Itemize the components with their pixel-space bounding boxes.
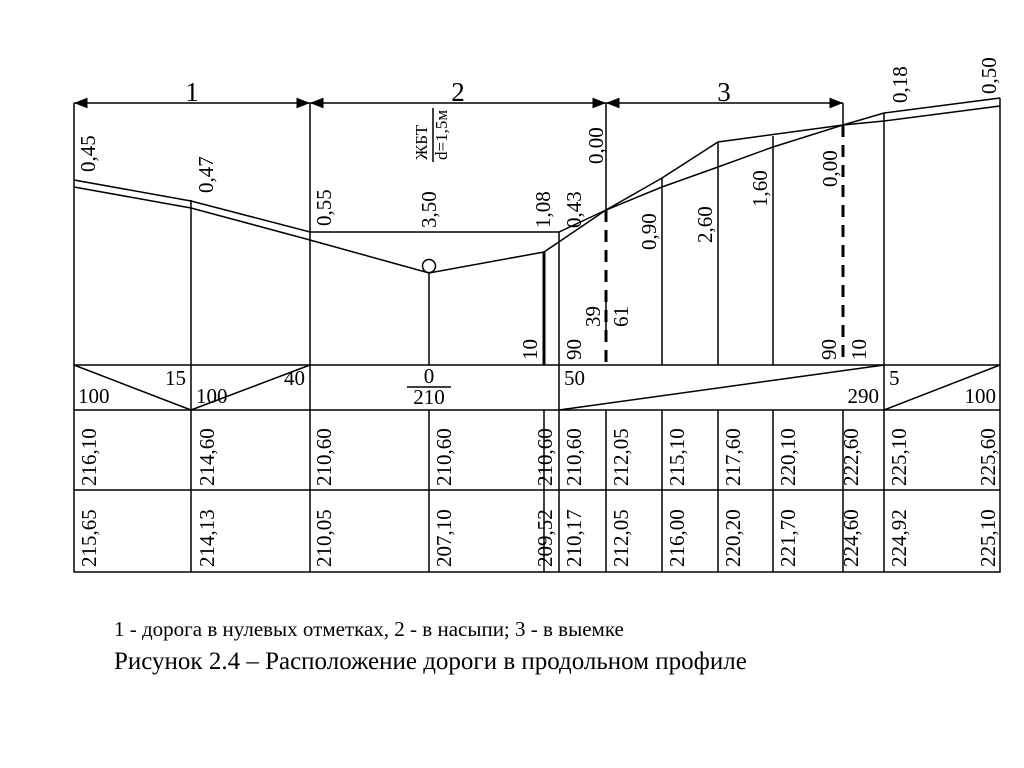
design-elevation: 220,10	[776, 428, 800, 486]
section-dimension-lines	[74, 103, 843, 365]
design-elevation: 215,10	[665, 428, 689, 486]
culvert-diameter: d=1,5м	[432, 109, 451, 160]
depth-label: 0,50	[977, 57, 1001, 94]
ground-elevation: 224,92	[887, 509, 911, 567]
slope-value: 50	[564, 366, 585, 390]
depth-label: 0,45	[76, 135, 100, 172]
depth-label: 1,08	[531, 191, 555, 228]
slope-length: 290	[847, 384, 879, 408]
ground-elevation: 207,10	[432, 509, 456, 567]
depth-label: 0,47	[194, 156, 218, 193]
figure-title: Рисунок 2.4 – Расположение дороги в продольном профиле	[114, 648, 747, 675]
design-elevation: 216,10	[77, 428, 101, 486]
depth-label: 0,90	[637, 213, 661, 250]
slope-length: 100	[78, 384, 110, 408]
slope-length: 100	[964, 384, 996, 408]
culvert-dimension: 3,50	[417, 191, 441, 228]
section-label-3: 3	[717, 77, 731, 107]
design-elevation: 225,10	[887, 428, 911, 486]
slope-value: 15	[165, 366, 186, 390]
distance-label: 90	[817, 339, 841, 360]
ground-elevation: 220,20	[721, 509, 745, 567]
culvert-marker	[423, 260, 436, 273]
depth-label: 0,18	[888, 66, 912, 103]
ground-elevation: 209,52	[533, 509, 557, 567]
distance-label: 39	[581, 306, 605, 327]
slope-value: 40	[284, 366, 305, 390]
depth-label: 2,60	[693, 206, 717, 243]
design-elevation: 217,60	[721, 428, 745, 486]
culvert-spec-fraction	[412, 108, 451, 162]
slope-fraction	[407, 364, 451, 409]
distance-label: 90	[562, 339, 586, 360]
section-label-2: 2	[451, 77, 465, 107]
ground-elevation: 221,70	[776, 509, 800, 567]
design-elevation: 210,60	[562, 428, 586, 486]
ground-elevation: 210,17	[562, 509, 586, 567]
section-label-1: 1	[185, 77, 199, 107]
design-elevation: 212,05	[609, 428, 633, 486]
ground-elevation: 214,13	[195, 509, 219, 567]
ground-elevation: 224,60	[839, 509, 863, 567]
design-elevation: 210,60	[312, 428, 336, 486]
design-elevation: 210,60	[432, 428, 456, 486]
depth-label: 0,00	[584, 127, 608, 164]
depth-label: 0,55	[312, 189, 336, 226]
slope-length: 100	[196, 384, 228, 408]
ground-elevation: 210,05	[312, 509, 336, 567]
slope-value: 0	[423, 364, 435, 388]
design-elevation: 214,60	[195, 428, 219, 486]
ground-elevation: 216,00	[665, 509, 689, 567]
design-elevations-row	[77, 428, 1000, 486]
design-elevation: 225,60	[976, 428, 1000, 486]
ground-elevation: 225,10	[976, 509, 1000, 567]
distance-label: 61	[609, 306, 633, 327]
ground-elevation: 212,05	[609, 509, 633, 567]
design-elevation: 222,60	[839, 428, 863, 486]
slope-value: 5	[889, 366, 900, 390]
depth-label: 0,00	[818, 150, 842, 187]
distance-label: 10	[847, 339, 871, 360]
slope-length: 210	[413, 385, 445, 409]
depth-label: 1,60	[748, 170, 772, 207]
design-elevation: 210,60	[533, 428, 557, 486]
ground-elevations-row	[77, 509, 1000, 567]
figure-legend: 1 - дорога в нулевых отметках, 2 - в насыпи; 3 - в выемке	[114, 617, 624, 641]
ground-elevation: 215,65	[77, 509, 101, 567]
culvert-type: ЖБТ	[412, 124, 431, 160]
distance-label: 10	[518, 339, 542, 360]
depth-label: 0,43	[562, 191, 586, 228]
